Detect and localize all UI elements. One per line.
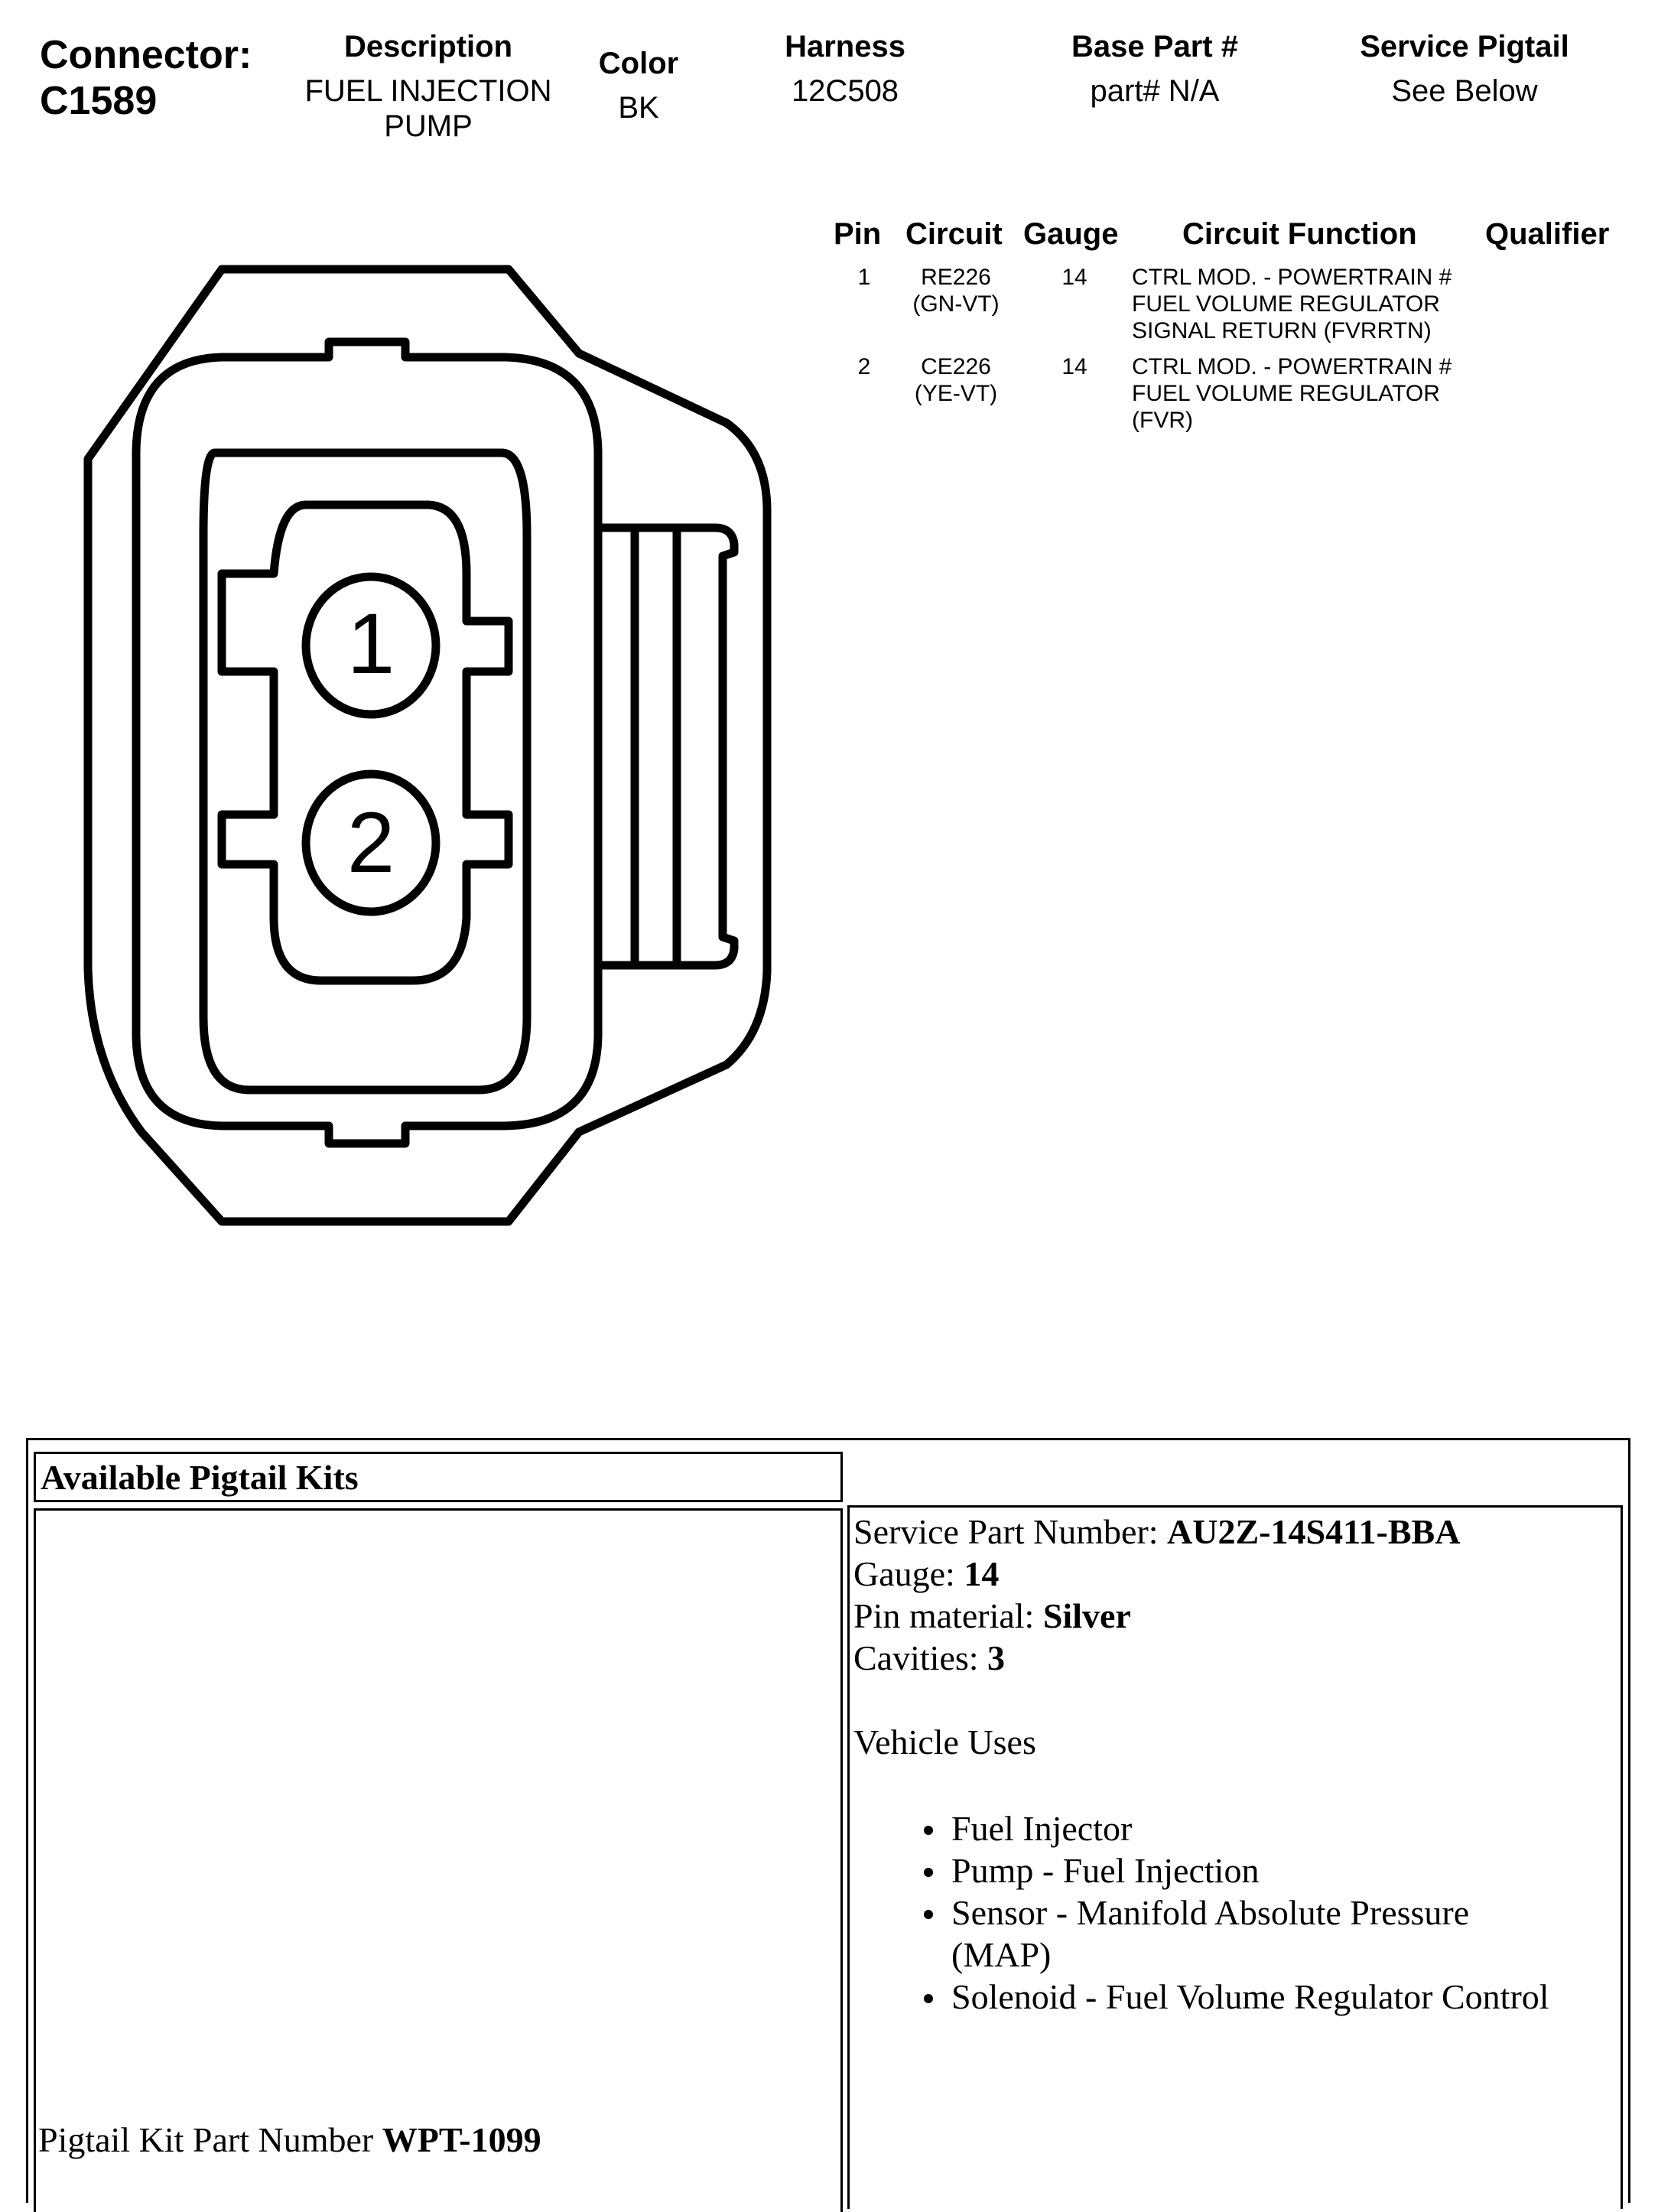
row1-gauge: 14 bbox=[1061, 265, 1087, 290]
description-label: Description bbox=[343, 30, 513, 63]
row2-function-line2: FUEL VOLUME REGULATOR bbox=[1132, 381, 1440, 406]
row1-function bbox=[1132, 264, 1530, 344]
base-part-value: part# N/A bbox=[1090, 74, 1220, 108]
gauge-line bbox=[853, 1553, 1618, 1595]
color-value: BK bbox=[618, 91, 659, 125]
qualifier-col-header: Qualifier bbox=[1485, 217, 1610, 251]
row1-function-line3: SIGNAL RETURN (FVRRTN) bbox=[1132, 318, 1432, 343]
cavities-label: Cavities: bbox=[853, 1638, 988, 1677]
gauge-label: Gauge: bbox=[853, 1554, 964, 1593]
vehicle-use-item bbox=[951, 1849, 1618, 1892]
connector-face-diagram bbox=[0, 0, 841, 1300]
row1-circuit-id: RE226 bbox=[921, 265, 991, 290]
base-part-column bbox=[1002, 29, 1308, 109]
description-value-line1: FUEL INJECTION bbox=[304, 74, 552, 108]
vehicle-use-text: Sensor - Manifold Absolute Pressure bbox=[951, 1893, 1470, 1932]
harness-value: 12C508 bbox=[791, 74, 899, 108]
pigtail-details bbox=[853, 1511, 1618, 2018]
cavities-line bbox=[853, 1637, 1618, 1679]
vehicle-use-item bbox=[951, 1976, 1618, 2018]
pigtail-kit-part-number bbox=[38, 2119, 541, 2161]
connector-id: C1589 bbox=[40, 79, 158, 123]
kit-part-value: WPT-1099 bbox=[382, 2120, 541, 2159]
lock-latch bbox=[598, 528, 734, 965]
gauge-value: 14 bbox=[964, 1554, 1000, 1593]
row1-function-line1: CTRL MOD. - POWERTRAIN # bbox=[1132, 265, 1452, 290]
row2-circuit-color: (YE-VT) bbox=[914, 381, 998, 406]
row2-pin: 2 bbox=[857, 354, 871, 379]
base-part-label: Base Part # bbox=[1071, 30, 1238, 63]
vehicle-use-item bbox=[951, 1807, 1618, 1849]
row2-function-line3: (FVR) bbox=[1132, 408, 1193, 433]
service-part-label: Service Part Number: bbox=[853, 1512, 1168, 1551]
description-value-line2: PUMP bbox=[384, 109, 473, 143]
service-pigtail-label: Service Pigtail bbox=[1360, 30, 1569, 63]
pin-material-value: Silver bbox=[1042, 1596, 1131, 1635]
pin-2-label: 2 bbox=[346, 795, 395, 890]
pin-1-label: 1 bbox=[346, 596, 395, 691]
service-part-value: AU2Z-14S411-BBA bbox=[1167, 1512, 1461, 1551]
pin-material-label: Pin material: bbox=[853, 1596, 1043, 1635]
vehicle-use-text-continued: (MAP) bbox=[951, 1935, 1052, 1974]
circuit-col-header: Circuit bbox=[905, 217, 1003, 251]
vehicle-use-item bbox=[951, 1892, 1618, 1976]
connector-label: Connector: bbox=[40, 33, 252, 77]
row1-circuit-color: (GN-VT) bbox=[912, 291, 1000, 317]
service-pigtail-value: See Below bbox=[1391, 74, 1538, 108]
harness-label: Harness bbox=[785, 30, 905, 63]
vehicle-uses-list bbox=[853, 1807, 1618, 2018]
service-part-line bbox=[853, 1511, 1618, 1553]
vehicle-use-text: Solenoid - Fuel Volume Regulator Control bbox=[951, 1977, 1549, 2016]
row1-pin: 1 bbox=[857, 265, 871, 290]
row2-circuit-id: CE226 bbox=[921, 354, 991, 379]
function-col-header: Circuit Function bbox=[1182, 217, 1417, 251]
row2-gauge: 14 bbox=[1061, 354, 1087, 379]
row1-circuit bbox=[887, 264, 1025, 317]
vehicle-uses-heading: Vehicle Uses bbox=[853, 1722, 1036, 1761]
service-pigtail-column bbox=[1308, 29, 1621, 109]
pigtail-kits-heading: Available Pigtail Kits bbox=[34, 1452, 843, 1502]
color-label: Color bbox=[598, 47, 679, 80]
vehicle-use-text: Fuel Injector bbox=[951, 1809, 1133, 1848]
row2-function bbox=[1132, 353, 1530, 434]
cavities-value: 3 bbox=[987, 1638, 1006, 1677]
vehicle-use-text: Pump - Fuel Injection bbox=[951, 1851, 1260, 1890]
housing-outline bbox=[88, 269, 767, 1221]
pin-col-header: Pin bbox=[834, 217, 882, 251]
kit-part-label: Pigtail Kit Part Number bbox=[38, 2120, 382, 2159]
pin-material-line bbox=[853, 1595, 1618, 1637]
row2-circuit bbox=[887, 353, 1025, 407]
pigtail-image-cell bbox=[34, 1508, 843, 2212]
row2-function-line1: CTRL MOD. - POWERTRAIN # bbox=[1132, 354, 1452, 379]
row1-function-line2: FUEL VOLUME REGULATOR bbox=[1132, 291, 1440, 317]
gauge-col-header: Gauge bbox=[1023, 217, 1119, 251]
